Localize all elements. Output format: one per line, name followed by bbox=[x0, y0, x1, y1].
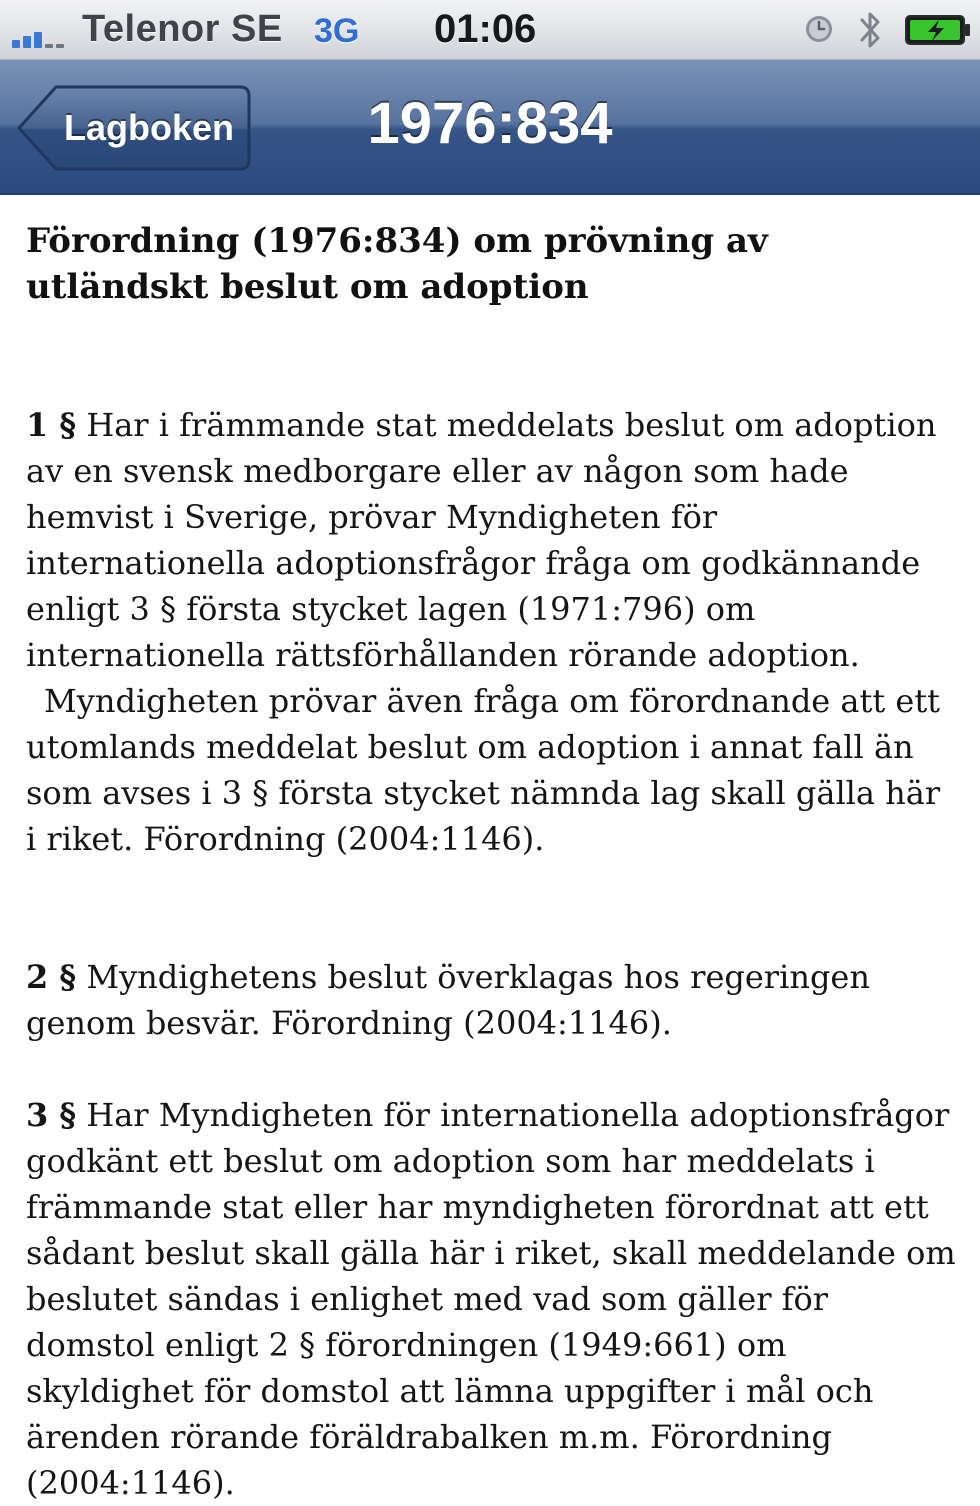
bluetooth-icon bbox=[856, 8, 884, 52]
section-text: Har i främmande stat meddelats beslut om adoption av en svensk medborgare eller av någon som hade hemvist i Sverige, prövar Myndigheten för internationella adoptionsfrågor fråga om godkännande enligt 3 § första stycket lagen (1971:796) om internationella rättsförhållanden rörande adoption. bbox=[26, 406, 937, 674]
section-text: Myndighetens beslut överklagas hos regeringen genom besvär. Förordning (2004:1146). bbox=[26, 958, 870, 1042]
battery-charging-icon bbox=[904, 14, 972, 46]
document-content[interactable] bbox=[0, 196, 980, 1502]
section-text: Har Myndigheten för internationella adoptionsfrågor godkänt ett beslut om adoption som har meddelats i främmande stat eller har myndigheten förordnat att ett sådant beslut skall gälla här i riket, skall meddelande om beslutet sändas i enlighet med vad som gäller för domstol enligt 2 § förordningen (1949:661) om skyldighet för domstol att lämna uppgifter i mål och ärenden rörande föräldrabalken m.m. Förordning (2004:1146). bbox=[26, 1096, 956, 1502]
section-number: 1 § bbox=[26, 406, 77, 444]
page-title: 1976:834 bbox=[367, 91, 613, 156]
navigation-bar bbox=[0, 60, 980, 195]
status-time: 01:06 bbox=[434, 7, 537, 51]
back-button[interactable] bbox=[16, 84, 252, 172]
back-button-label: Lagboken bbox=[63, 107, 234, 148]
section-1 bbox=[26, 402, 956, 862]
section-2 bbox=[26, 954, 956, 1046]
section-number: 2 § bbox=[26, 958, 77, 996]
status-bar bbox=[0, 0, 980, 60]
network-type: 3G bbox=[314, 12, 360, 50]
alarm-icon bbox=[804, 14, 834, 44]
section-number: 3 § bbox=[26, 1096, 77, 1134]
document-title: Förordning (1976:834) om prövning av utländskt beslut om adoption bbox=[26, 221, 768, 307]
carrier-name: Telenor SE bbox=[82, 8, 283, 50]
section-text-continued: Myndigheten prövar även fråga om förordnande att ett utomlands meddelat beslut om adoption i annat fall än som avses i 3 § första stycket nämnda lag skall gälla här i riket. Förordning (2004:1146). bbox=[26, 682, 941, 858]
section-3 bbox=[26, 1092, 956, 1506]
signal-icon bbox=[12, 24, 72, 48]
